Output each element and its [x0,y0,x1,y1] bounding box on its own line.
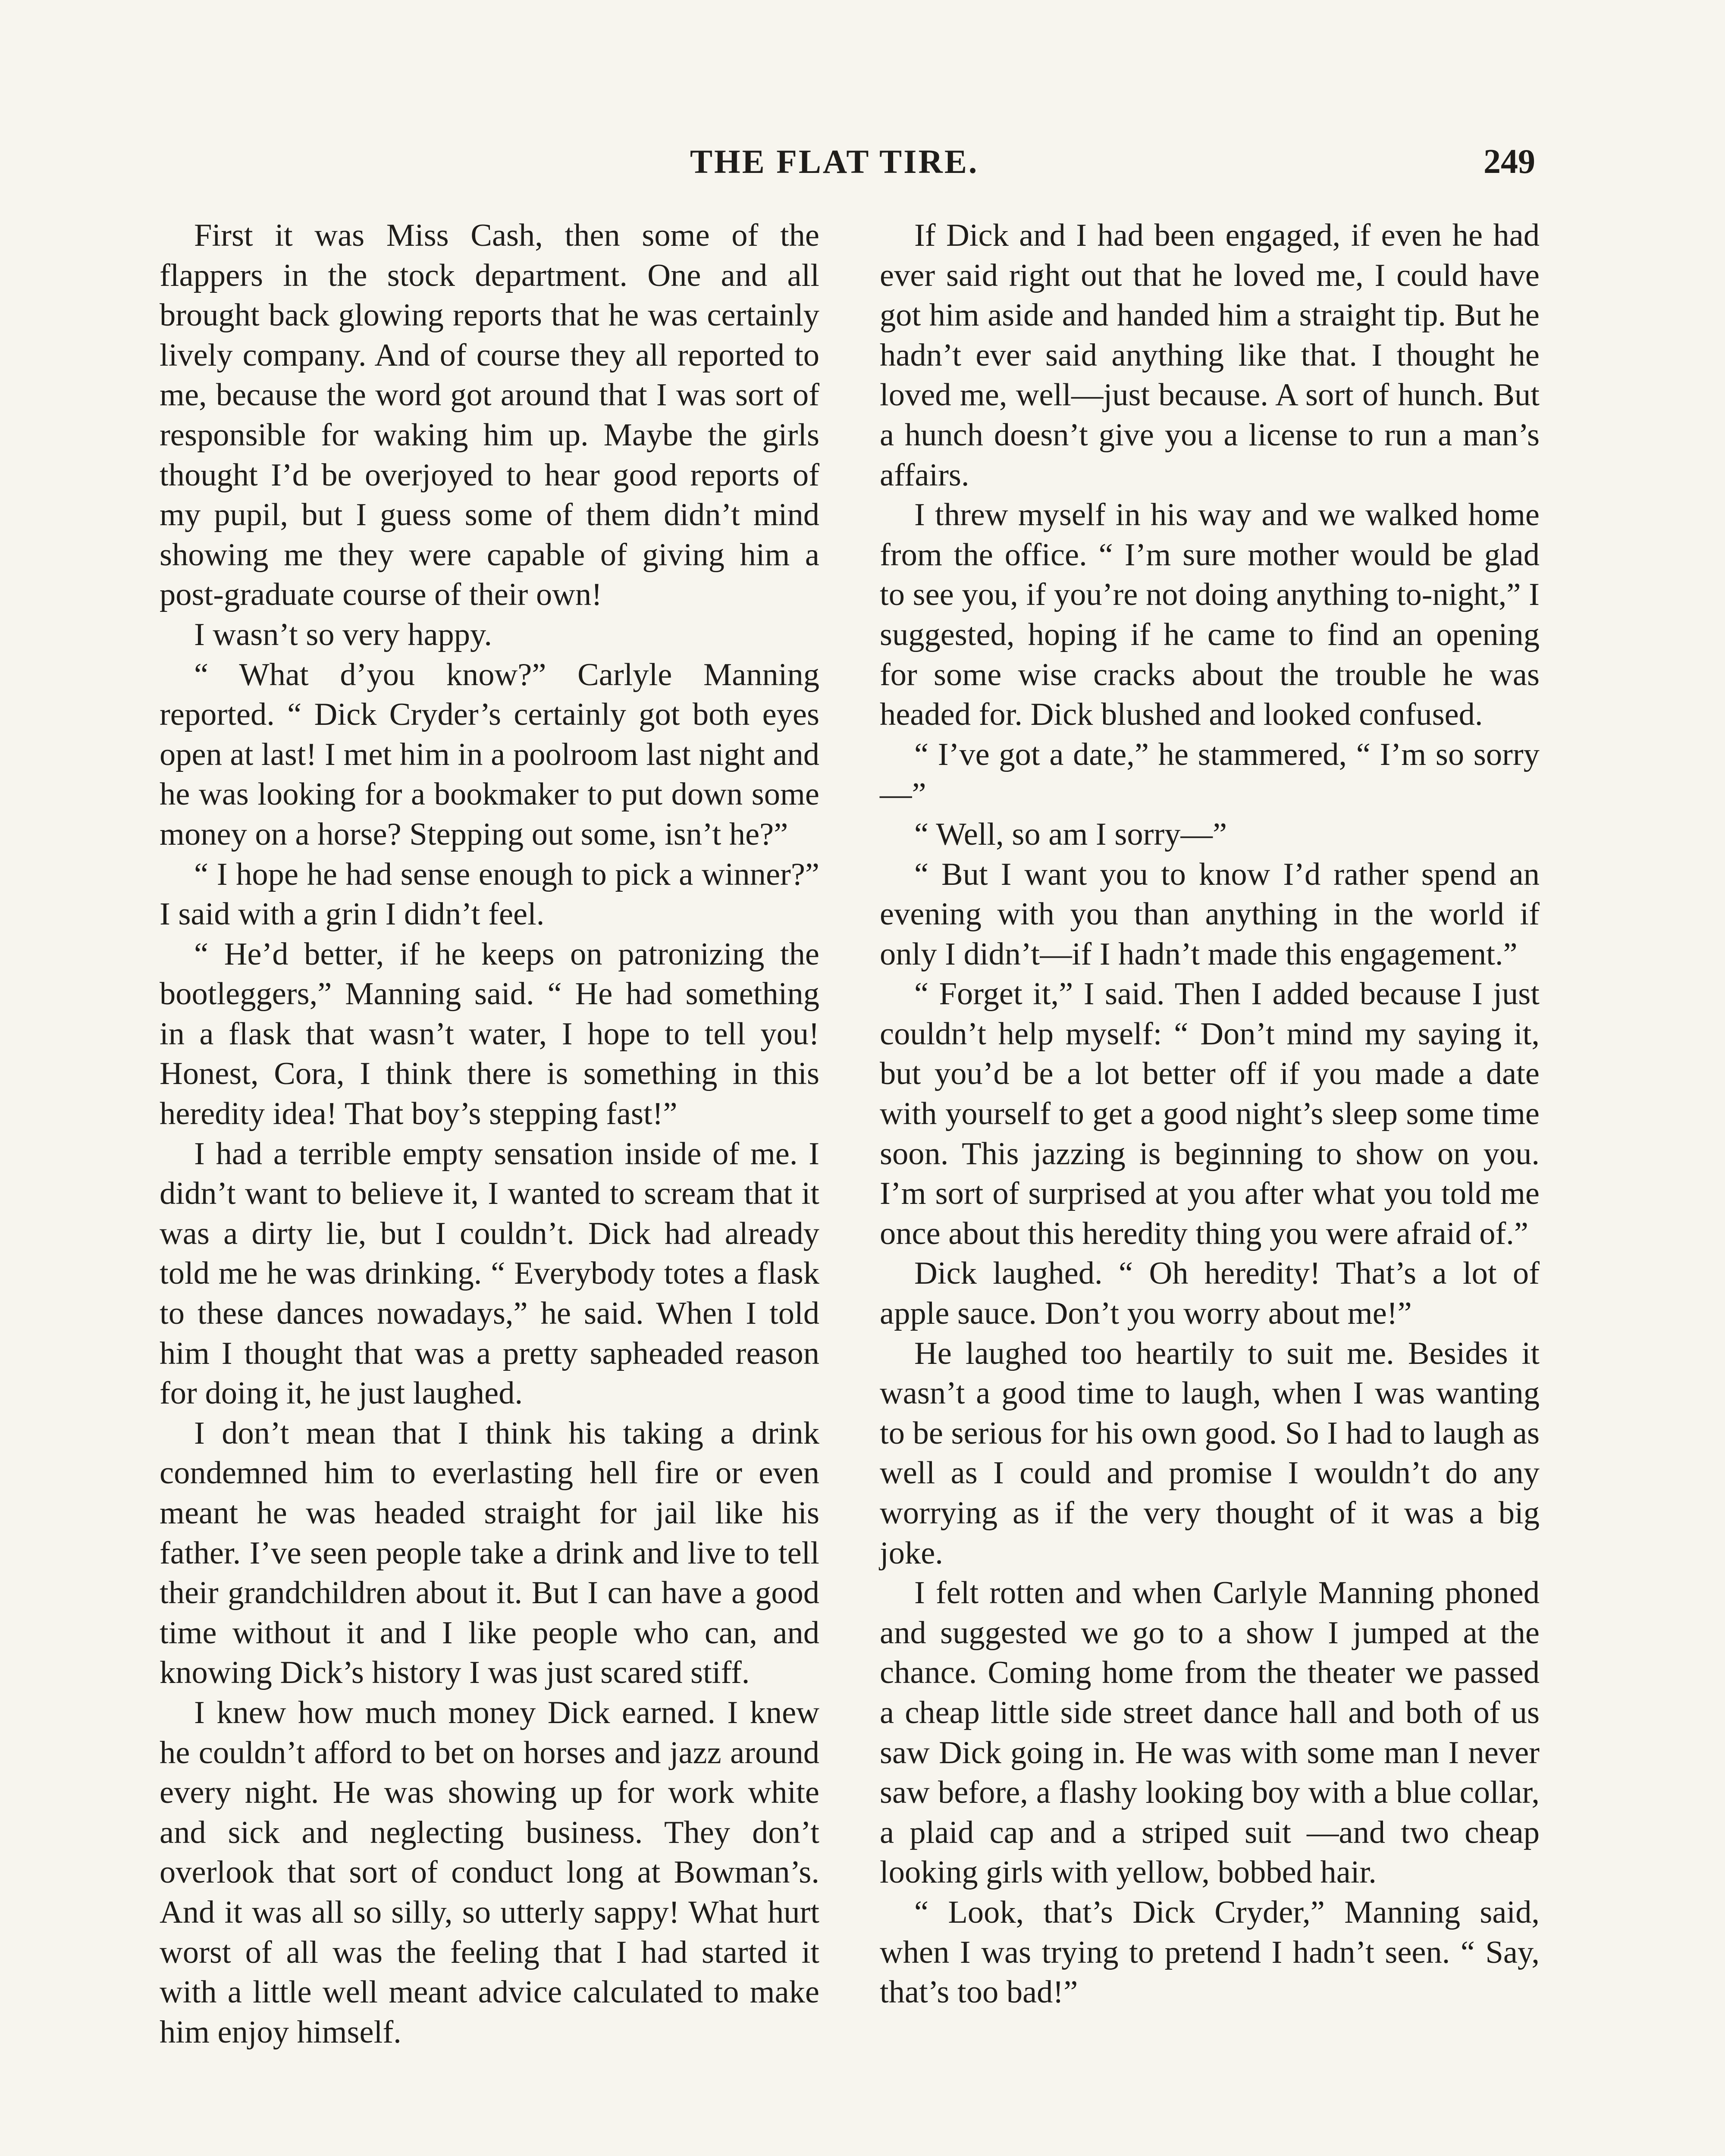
paragraph: I knew how much money Dick earned. I knew he couldn’t afford to bet on horses and jazz around every night. He was showing up for work white and sick and neglecting business. They don’t overlook that sort of conduct long at Bowman’s. And it was all so silly, so utterly sappy! What hurt worst of all was the feeling that I had started it with a little well meant advice calculated to make him enjoy himself. [160,1695,819,2050]
right-column [880,216,1540,2012]
paragraph: “ But I want you to know I’d rather spend an evening with you than anything in the world if only I didn’t—if I hadn’t made this engagement.” [880,856,1540,972]
paragraph: If Dick and I had been engaged, if even he had ever said right out that he loved me, I could have got him aside and handed him a straight tip. But he hadn’t ever said anything like that. I thought he loved me, well—just because. A sort of hunch. But a hunch doesn’t give you a license to run a man’s affairs. [880,218,1540,493]
running-title: THE FLAT TIRE. [690,143,979,180]
paragraph: He laughed too heartily to suit me. Besides it wasn’t a good time to laugh, when I was wanting to be serious for his own good. So I had to laugh as well as I could and promise I wouldn’t do any worrying as if the very thought of it was a big joke. [880,1335,1540,1571]
paragraph: “ He’d better, if he keeps on patronizing the bootleggers,” Manning said. “ He had something in a flask that wasn’t water, I hope to tell you! Honest, Cora, I think there is something in this heredity idea! That boy’s stepping fast!” [160,936,819,1132]
paragraph: I felt rotten and when Carlyle Manning phoned and suggested we go to a show I jumped at the chance. Coming home from the theater we passed a cheap little side street dance hall and both of us saw Dick going in. He was with some man I never saw before, a flashy looking boy with a blue collar, a plaid cap and a striped suit —and two cheap looking girls with yellow, bobbed hair. [880,1575,1540,1890]
paragraph: I wasn’t so very happy. [194,617,492,652]
paragraph: Dick laughed. “ Oh heredity! That’s a lot of apple sauce. Don’t you worry about me!” [880,1256,1540,1332]
paragraph: “ I hope he had sense enough to pick a winner?” I said with a grin I didn’t feel. [160,856,819,932]
paragraph: I don’t mean that I think his taking a drink condemned him to everlasting hell fire or even meant he was headed straight for jail like his father. I’ve seen people take a drink and live to tell their grandchildren about it. But I can have a good time without it and I like people who can, and knowing Dick’s history I was just scared stiff. [160,1415,819,1691]
paragraph: “ I’ve got a date,” he stammered, “ I’m so sorry—” [880,736,1540,812]
paragraph: “ Forget it,” I said. Then I added because I just couldn’t help myself: “ Don’t mind my saying it, but you’d be a lot better off if you made a date with yourself to get a good night’s sleep some time soon. This jazzing is beginning to show on you. I’m sort of surprised at you after what you told me once about this heredity thing you were afraid of.” [880,976,1540,1251]
page-header [116,142,1535,190]
left-column [160,216,819,2052]
page-number: 249 [1484,143,1535,181]
paragraph: “ What d’you know?” Carlyle Manning reported. “ Dick Cryder’s certainly got both eyes open at last! I met him in a poolroom last night and he was looking for a bookmaker to put down some money on a horse? Stepping out some, isn’t he?” [160,657,819,852]
paragraph: “ Look, that’s Dick Cryder,” Manning said, when I was trying to pretend I hadn’t seen. “ Say, that’s too bad!” [880,1894,1540,2010]
paragraph: “ Well, so am I sorry—” [914,816,1227,852]
paragraph: I threw myself in his way and we walked home from the office. “ I’m sure mother would be glad to see you, if you’re not doing anything to-night,” I suggested, hoping if he came to find an opening for some wise cracks about the trouble he was headed for. Dick blushed and looked confused. [880,497,1540,733]
paragraph: First it was Miss Cash, then some of the flappers in the stock department. One and all brought back glowing reports that he was certainly lively company. And of course they all reported to me, because the word got around that I was sort of responsible for waking him up. Maybe the girls thought I’d be overjoyed to hear good reports of my pupil, but I guess some of them didn’t mind showing me they were capable of giving him a post-graduate course of their own! [160,218,819,613]
paragraph: I had a terrible empty sensation inside of me. I didn’t want to believe it, I wanted to scream that it was a dirty lie, but I couldn’t. Dick had already told me he was drinking. “ Everybody totes a flask to these dances nowadays,” he said. When I told him I thought that was a pretty sapheaded reason for doing it, he just laughed. [160,1136,819,1411]
